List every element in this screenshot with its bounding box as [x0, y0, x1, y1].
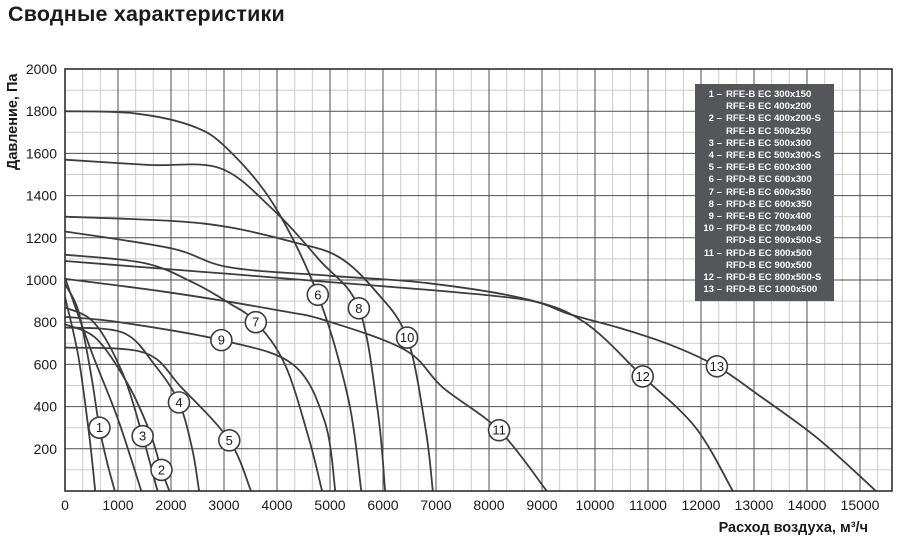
y-axis-label: Давление, Па [5, 73, 21, 170]
legend-row-number: 3 – [708, 137, 722, 149]
curve-marker-label-13: 13 [709, 358, 725, 374]
legend-row [695, 113, 831, 125]
legend-row-model: RFE-B EC 700x400 [726, 211, 812, 223]
x-tick-label: 2000 [155, 497, 187, 513]
legend-row-number: 8 – [708, 198, 722, 210]
x-tick-label: 4000 [261, 497, 293, 513]
legend-row [695, 126, 831, 138]
legend-row-model: RFE-B EC 400x200 [726, 101, 812, 113]
legend-row-model: RFE-B EC 500x300-S [726, 150, 821, 162]
legend-row-number: 11 – [703, 247, 722, 259]
legend-row [695, 89, 831, 101]
legend-row-model: RFD-B EC 800x500-S [726, 272, 822, 284]
y-tick-label: 800 [33, 314, 57, 331]
legend-row-number: 13 – [703, 284, 722, 296]
legend-row [695, 272, 831, 284]
legend-row [695, 150, 831, 162]
curve-marker-label-9: 9 [217, 332, 225, 348]
chart-area [0, 30, 900, 542]
legend-row-number: 5 – [708, 162, 722, 174]
x-tick-label: 7000 [420, 497, 452, 513]
x-tick-label: 3000 [208, 497, 240, 513]
x-tick-label: 15000 [840, 497, 880, 513]
legend-row-model: RFD-B EC 900x500 [726, 259, 812, 271]
curve-marker-label-5: 5 [225, 432, 233, 448]
curve-1 [65, 284, 115, 491]
x-tick-label: 9000 [526, 497, 558, 513]
legend-row-number: 12 – [703, 272, 722, 284]
y-axis-ticks [26, 61, 57, 457]
legend-row-number: 10 – [703, 223, 722, 235]
x-tick-label: 11000 [629, 497, 667, 513]
legend-row-number: 7 – [708, 186, 722, 198]
x-axis-ticks [61, 497, 880, 513]
legend-row [695, 187, 831, 199]
legend-row-number: 1 – [708, 89, 722, 100]
legend-row-number [695, 260, 722, 272]
y-tick-label: 1400 [25, 187, 57, 204]
legend-row-number [695, 126, 722, 138]
y-tick-label: 400 [33, 398, 57, 415]
legend-row-model: RFD-B EC 1000x500 [726, 284, 818, 296]
y-tick-label: 2000 [25, 61, 57, 77]
curve-marker-label-3: 3 [139, 428, 147, 444]
x-axis-label: Расход воздуха, м³/ч [718, 520, 868, 536]
curve-marker-label-8: 8 [355, 300, 363, 316]
legend-row-model: RFE-B EC 500x250 [726, 125, 812, 137]
x-tick-label: 10000 [575, 497, 615, 513]
legend-row-model: RFE-B EC 400x200-S [726, 113, 821, 125]
x-tick-label: 13000 [734, 497, 774, 513]
legend-row [695, 162, 831, 174]
curve-marker-label-12: 12 [635, 368, 650, 384]
legend-row [695, 260, 831, 272]
legend-row-number [695, 235, 722, 247]
legend-row [695, 223, 831, 235]
legend [695, 84, 834, 301]
curve-marker-label-6: 6 [314, 287, 322, 303]
legend-row-model: RFD-B EC 600x350 [726, 198, 812, 210]
curve-marker-label-10: 10 [399, 330, 415, 346]
curve-11 [65, 279, 547, 491]
x-tick-label: 5000 [314, 497, 346, 513]
legend-row-number: 4 – [708, 150, 722, 162]
curve-marker-label-11: 11 [492, 422, 506, 438]
curve-marker-label-4: 4 [175, 394, 183, 410]
page-title: Сводные характеристики [8, 2, 285, 26]
x-tick-label: 12000 [681, 497, 721, 513]
legend-row-model: RFE-B EC 600x300 [726, 162, 812, 174]
legend-row-model: RFD-B EC 800x500 [726, 247, 812, 259]
legend-row [695, 174, 831, 186]
x-tick-label: 14000 [787, 497, 827, 513]
curve-marker-label-2: 2 [157, 462, 166, 478]
legend-row-model: RFD-B EC 700x400 [726, 223, 812, 235]
y-tick-label: 200 [33, 440, 57, 457]
legend-row-model: RFE-B EC 600x350 [726, 186, 812, 198]
legend-row [695, 138, 831, 150]
x-tick-label: 1000 [102, 497, 134, 513]
curve-marker-label-1: 1 [95, 420, 104, 436]
legend-row [695, 235, 831, 247]
legend-row [695, 199, 831, 211]
x-tick-label: 8000 [473, 497, 505, 513]
legend-row-number: 2 – [708, 113, 722, 125]
legend-row [695, 211, 831, 223]
legend-row-number [695, 101, 722, 113]
legend-row-number: 6 – [708, 174, 722, 186]
legend-row [695, 284, 831, 296]
legend-row-model: RFD-B EC 900x500-S [726, 235, 822, 247]
curve-marker-label-7: 7 [252, 314, 260, 330]
curve-labels [89, 284, 727, 480]
legend-row-model: RFE-B EC 300x150 [726, 89, 812, 100]
x-tick-label: 6000 [367, 497, 399, 513]
legend-row-number: 9 – [708, 211, 722, 223]
legend-row [695, 101, 831, 113]
legend-row-model: RFD-B EC 600x300 [726, 174, 812, 186]
y-tick-label: 1600 [25, 145, 57, 162]
y-tick-label: 600 [33, 356, 57, 373]
y-tick-label: 1800 [25, 103, 57, 120]
x-tick-label: 0 [61, 497, 69, 513]
curve-u2 [65, 278, 141, 491]
legend-row [695, 248, 831, 260]
y-tick-label: 1200 [25, 229, 57, 246]
legend-row-model: RFE-B EC 500x300 [726, 137, 812, 149]
y-tick-label: 1000 [25, 272, 57, 288]
curve-10 [65, 217, 433, 491]
